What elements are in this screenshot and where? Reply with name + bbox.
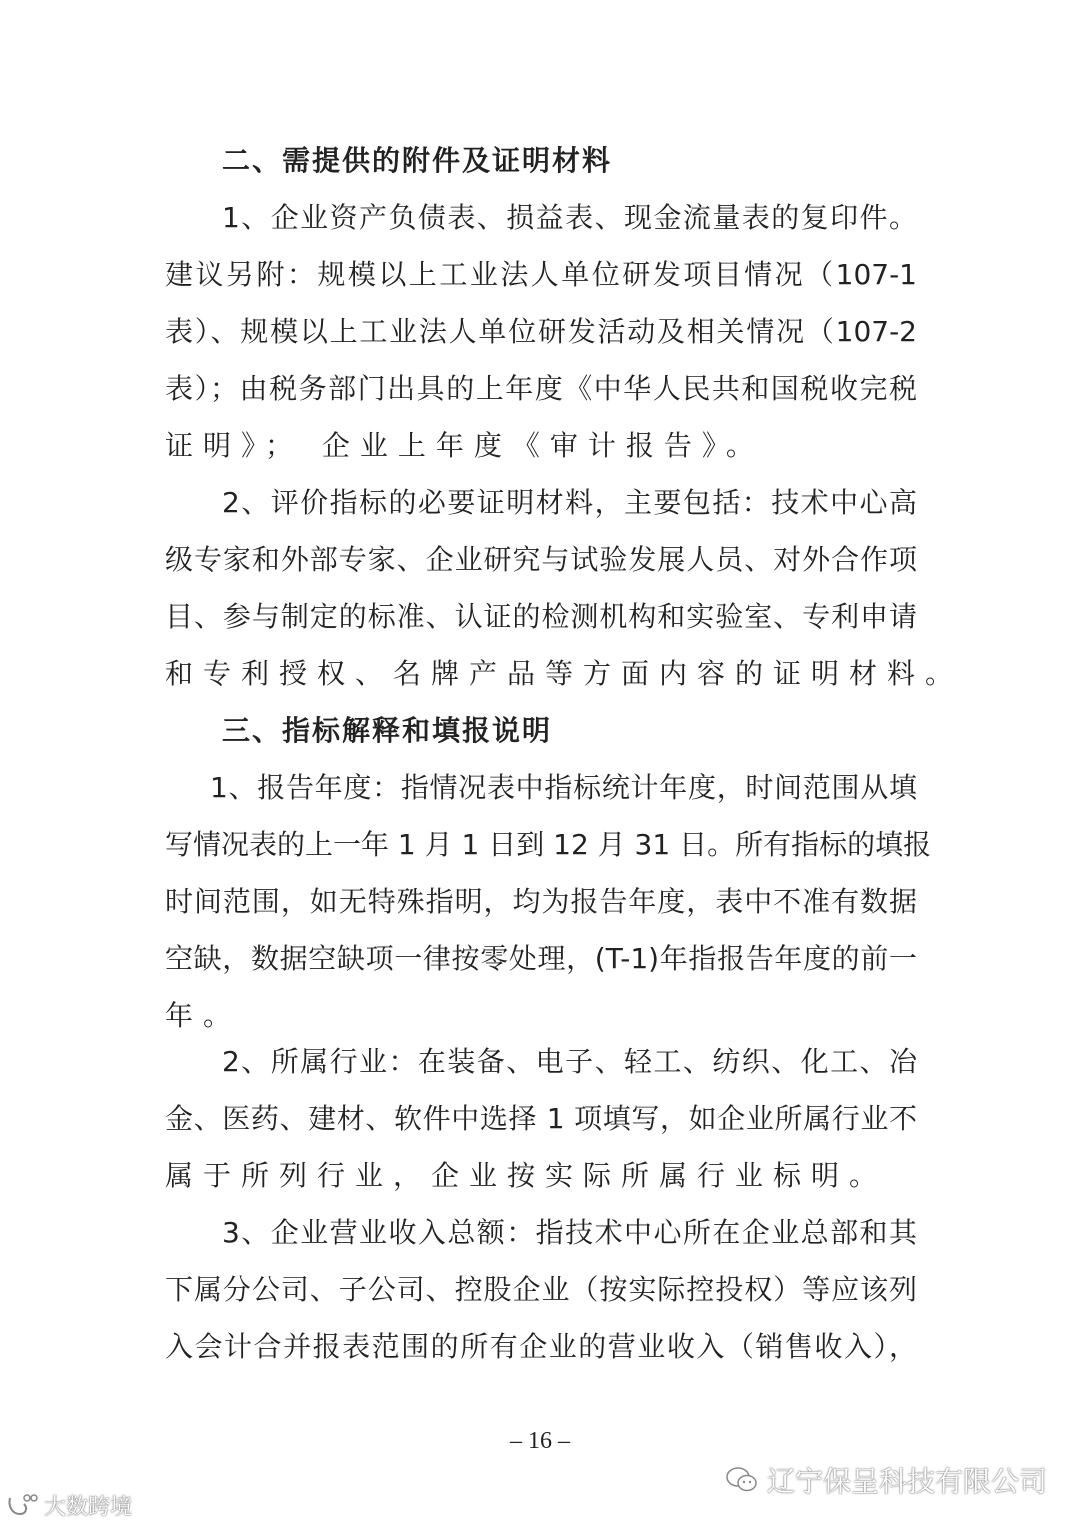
text-line: 金、医药、建材、软件中选择 1 项填写，如企业所属行业不	[165, 1102, 917, 1135]
text-line: 建议另附：规模以上工业法人单位研发项目情况（107-1	[165, 258, 917, 291]
paragraph-item-1	[165, 189, 917, 474]
document-body	[165, 132, 964, 1375]
brand-logo-icon	[6, 1492, 40, 1520]
section-heading: 二、需提供的附件及证明材料	[222, 144, 613, 177]
text-line: 表）；由税务部门出具的上年度《中华人民共和国税收完税	[165, 372, 917, 405]
section-heading: 三、指标解释和填报说明	[222, 714, 553, 747]
text-line: 1、企业资产负债表、损益表、现金流量表的复印件。	[222, 201, 917, 234]
watermark-company	[725, 1460, 1047, 1500]
paragraph-revenue	[165, 1204, 917, 1375]
paragraph-industry	[165, 1033, 917, 1204]
watermark-brand	[6, 1490, 132, 1521]
text-line: 2、所属行业：在装备、电子、轻工、纺织、化工、冶	[222, 1045, 917, 1078]
text-line: 下属分公司、子公司、控股企业（按实际控投权）等应该列	[165, 1273, 917, 1306]
text-line: 空缺，数据空缺项一律按零处理，(T-1)年指报告年度的前一	[165, 942, 917, 975]
wechat-icon	[725, 1466, 759, 1494]
text-line: 入会计合并报表范围的所有企业的营业收入（销售收入），	[165, 1330, 917, 1363]
watermark-brand-text: 大数跨境	[44, 1495, 133, 1520]
text-line: 表）、规模以上工业法人单位研发活动及相关情况（107-2	[165, 315, 917, 348]
text-line: 2、评价指标的必要证明材料，主要包括：技术中心高	[222, 486, 917, 519]
text-line: 写情况表的上一年 1 月 1 日到 12 月 31 日。所有指标的填报	[165, 828, 932, 861]
text-line: 目、参与制定的标准、认证的检测机构和实验室、专利申请	[165, 600, 917, 633]
text-line: 和专利授权、名牌产品等方面内容的证明材料。	[165, 657, 964, 690]
text-line: 级专家和外部专家、企业研究与试验发展人员、对外合作项	[165, 543, 917, 576]
watermark-company-text: 辽宁保呈科技有限公司	[767, 1465, 1048, 1498]
paragraph-item-2	[165, 474, 964, 702]
text-line: 时间范围，如无特殊指明，均为报告年度，表中不准有数据	[165, 885, 917, 918]
page-number: – 16 –	[510, 1428, 570, 1454]
text-line: 证明》； 企业上年度《审计报告》。	[165, 429, 764, 462]
text-line: 属于所列行业，企业按实际所属行业标明。	[165, 1159, 888, 1192]
text-line: 3、企业营业收入总额：指技术中心所在企业总部和其	[222, 1216, 917, 1249]
paragraph-report-year	[165, 759, 932, 1044]
text-line: 年。	[165, 999, 242, 1032]
text-line: 1、报告年度：指情况表中指标统计年度，时间范围从填	[210, 771, 917, 804]
